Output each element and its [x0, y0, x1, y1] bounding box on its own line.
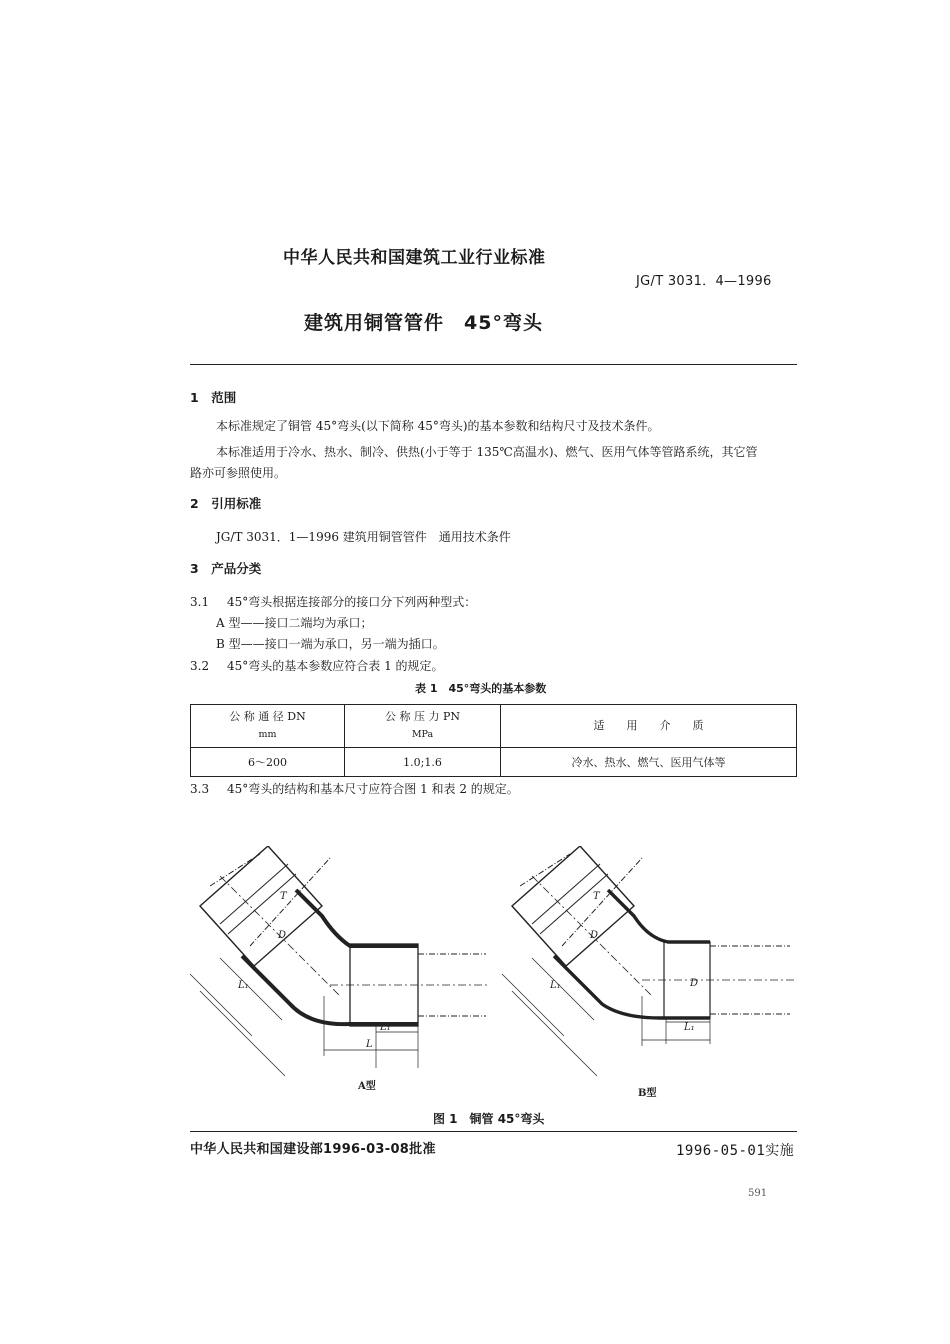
dim-t-label-a: T: [280, 891, 287, 902]
figure-1-caption: 图 1 铜管 45°弯头: [433, 1112, 545, 1126]
header-rule: [190, 364, 797, 365]
dim-t-label-b: T: [593, 891, 600, 902]
clause-3-2-number: 3.2: [190, 659, 210, 673]
figure-1-drawing: [190, 846, 800, 1102]
dim-l1-right-label-a: L₁: [380, 1022, 391, 1033]
table-cell-pn: 1.0;1.6: [345, 748, 501, 777]
implementation-date: 1996-05-01实施: [676, 1143, 795, 1159]
page-number: 591: [748, 1188, 768, 1199]
table-header-dn: [191, 705, 345, 748]
clause-3-1-type-a: A 型——接口二端均为承口；: [216, 616, 373, 630]
dim-d-right-label-b: D: [690, 978, 699, 989]
org-standard-heading: 中华人民共和国建筑工业行业标准: [283, 248, 546, 268]
elbow-type-a-drawing: [190, 846, 490, 1076]
dim-d-label-a: D: [278, 930, 287, 941]
dim-l1-right-label-b: L₁: [684, 1022, 695, 1033]
section-1-heading: 1 范围: [190, 390, 237, 405]
dim-l-label-a: L: [366, 1039, 373, 1050]
table-header-pn-label: 公 称 压 力 PN: [384, 710, 460, 723]
table-row: [191, 748, 797, 777]
footer-rule: [190, 1131, 797, 1132]
clause-3-1-text: 45°弯头根据连接部分的接口分下列两种型式：: [227, 595, 477, 609]
section-2-reference: JG/T 3031．1—1996 建筑用铜管管件 通用技术条件: [216, 530, 511, 544]
table-header-dn-label: 公 称 通 径 DN: [229, 710, 306, 723]
clause-3-2-text: 45°弯头的基本参数应符合表 1 的规定。: [227, 659, 444, 673]
table-header-medium: 适 用 介 质: [501, 705, 797, 748]
approval-date: 中华人民共和国建设部1996-03-08批准: [190, 1142, 436, 1157]
clause-3-1-number: 3.1: [190, 595, 210, 609]
section-1-para-1: 本标准规定了铜管 45°弯头(以下简称 45°弯头)的基本参数和结构尺寸及技术条件。: [216, 419, 660, 433]
table-header-pn-unit: MPa: [411, 729, 434, 740]
table-header-row: [191, 705, 797, 748]
clause-3-3-number: 3.3: [190, 782, 210, 796]
section-1-para-2-line-2: 路亦可参照使用。: [190, 466, 287, 480]
table-1: [190, 704, 797, 777]
dim-l1-label-b: L₁: [550, 980, 561, 991]
dim-l1-label-a: L₁: [238, 980, 249, 991]
figure-label-type-b: B型: [638, 1088, 657, 1099]
table-cell-medium: 冷水、热水、燃气、医用气体等: [501, 748, 797, 777]
clause-3-1-type-b: B 型——接口一端为承口，另一端为插口。: [216, 637, 445, 651]
section-3-heading: 3 产品分类: [190, 561, 262, 576]
document-title: 建筑用铜管管件 45°弯头: [304, 312, 543, 334]
standard-number: JG/T 3031．4—1996: [636, 274, 772, 289]
elbow-type-b-drawing: [502, 846, 796, 1076]
dim-d-label-b: D: [590, 930, 599, 941]
section-2-heading: 2 引用标准: [190, 496, 262, 511]
clause-3-3-text: 45°弯头的结构和基本尺寸应符合图 1 和表 2 的规定。: [227, 782, 519, 796]
figure-label-type-a: A型: [358, 1081, 376, 1092]
table-header-pn: [345, 705, 501, 748]
table-cell-dn: 6～200: [191, 748, 345, 777]
table-header-dn-unit: mm: [258, 729, 277, 740]
section-1-para-2-line-1: 本标准适用于冷水、热水、制冷、供热(小于等于 135℃高温水)、燃气、医用气体等管路系统，其它管: [216, 445, 758, 459]
table-1-caption: 表 1 45°弯头的基本参数: [415, 682, 547, 695]
